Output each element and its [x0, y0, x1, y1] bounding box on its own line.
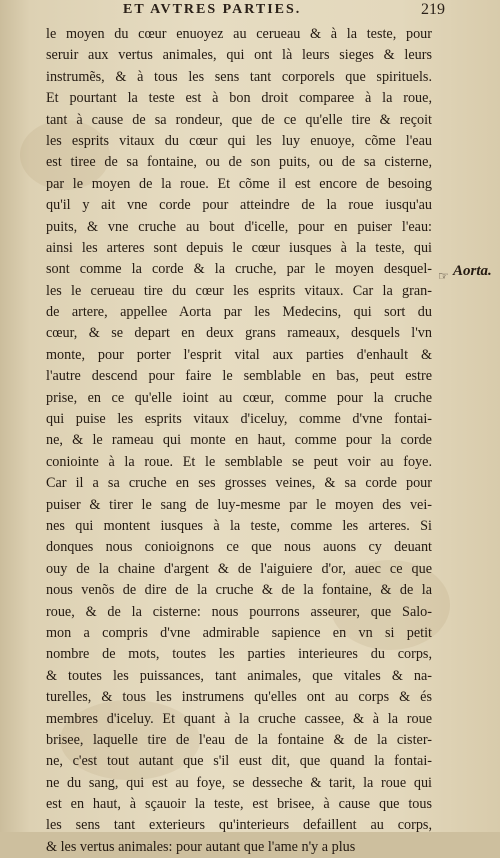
page-number: 219: [421, 1, 445, 18]
text-line: Et pourtant la teste est à bon droit comparee à la roue,: [46, 90, 432, 107]
text-line: puits, & vne cruche au bout d'icelle, pour en puiser l'eau:: [46, 218, 432, 235]
text-line: nombre de mots, toutes les parties interieures du corps,: [46, 646, 432, 663]
page-header: [45, 1, 445, 24]
text-line: les esprits vitaux du cœur qui les luy enuoye, cõme l'eau: [46, 132, 432, 149]
text-line: membres d'iceluy. Et quant à la cruche cassee, & à la roue: [46, 710, 432, 727]
text-line: ne, & le rameau qui monte en haut, comme pour la corde: [46, 432, 432, 449]
text-line: est en haut, à sçauoir la teste, est brisee, à cause que tous: [46, 796, 432, 813]
text-line: instrumẽs, & à tous les sens tant corporels que spirituels.: [46, 68, 432, 85]
text-line: est tiree de sa fontaine, ou de son puits, ou de sa cisterne,: [46, 154, 432, 171]
text-line: ouy de la chaine d'argent & de l'aiguiere d'or, auec ce que: [46, 560, 432, 577]
text-line: turelles, & tous les instrumens qu'elles ont au corps & és: [46, 689, 432, 706]
text-line: seruir aux vertus animales, qui ont là leurs sieges & leurs: [46, 47, 432, 64]
text-line: nes qui montent iusques à la teste, comme les arteres. Si: [46, 517, 432, 534]
text-line: Car il a sa cruche en ses grosses veines, & sa corde pour: [46, 475, 432, 492]
text-line: ainsi les arteres sont depuis le cœur iusques à la teste, qui: [46, 239, 432, 256]
text-line: qui puise les esprits vitaux d'iceluy, comme d'vne fontai-: [46, 411, 432, 428]
text-line: prise, en ce qu'elle ioint au cœur, comme pour la cruche: [46, 389, 432, 406]
text-line: par le moyen de la roue. Et cõme il est encore de besoing: [46, 175, 432, 192]
text-line: tant à cause de sa rondeur, que de ce qu'elle tire & reçoit: [46, 111, 432, 128]
text-line: les sens tant exterieurs qu'interieurs defaillent au corps,: [46, 817, 432, 834]
text-line: qu'il y ait vne corde pour atteindre de la roue iusqu'au: [46, 197, 432, 214]
text-line: monte, pour porter l'esprit vital aux parties d'enhault &: [46, 346, 432, 363]
text-line: ne, c'est tout autant que s'il eust dit, que quand la fontai-: [46, 753, 432, 770]
text-line: l'autre descend pour faire le semblable en bas, peut estre: [46, 368, 432, 385]
text-line: coniointe à la roue. Et le semblable se peut voir au foye.: [46, 453, 432, 470]
text-line: donques nous conioignons ce que nous auons cy deuant: [46, 539, 432, 556]
text-line: roue, & de la cisterne: nous pourrons asseurer, que Salo-: [46, 603, 432, 620]
text-line: puiser & tirer le sang de luy-mesme par le moyen des vei-: [46, 496, 432, 513]
text-line: mon a compris d'vne admirable sapience en vn si petit: [46, 624, 432, 641]
text-line: & les vertus animales: pour autant que l'ame n'y a plus: [46, 838, 356, 855]
pointing-hand-icon: ☞: [438, 269, 449, 283]
text-line: le moyen du cœur enuoyez au cerueau & à la teste, pour: [46, 26, 432, 42]
text-line: de artere, appellee Aorta par les Medecins, qui sort du: [46, 304, 432, 321]
text-line: cœur, & se depart en deux grans rameaux, desquels l'vn: [46, 325, 432, 342]
text-line: ne du sang, qui est au foye, se desseche & tarit, la roue qui: [46, 774, 432, 791]
margin-note: Aorta.: [453, 263, 492, 279]
text-line: les le cerueau tire du cœur les esprits vitaux. Car la gran-: [46, 282, 432, 299]
text-line: brisee, laquelle tire de l'eau de la fontaine & de la cister-: [46, 731, 432, 748]
text-line: & toutes les puissances, tant animales, que vitales & na-: [46, 667, 432, 684]
text-line: nous venõs de dire de la cruche & de la fontaine, & de la: [46, 582, 432, 599]
body-text: [46, 24, 432, 858]
running-title: ET AVTRES PARTIES.: [123, 2, 302, 17]
text-line: sont comme la corde & la cruche, par le moyen desquel-: [46, 261, 432, 278]
